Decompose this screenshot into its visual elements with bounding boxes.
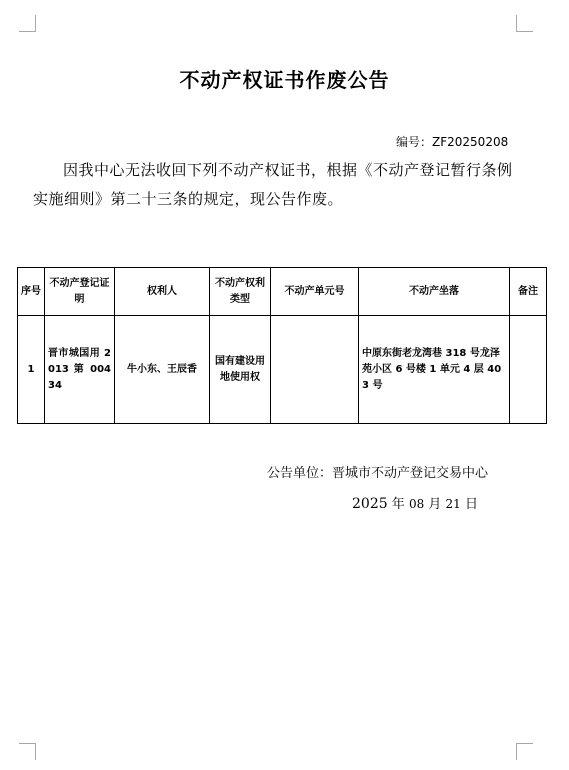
- publish-date: [352, 493, 478, 512]
- publisher-line: [267, 462, 488, 481]
- header-holder: 权利人: [115, 268, 210, 316]
- header-unit-number: 不动产单元号: [271, 268, 359, 316]
- date-month-unit: 月: [428, 497, 442, 512]
- date-year: 2025: [352, 496, 388, 512]
- document-title: 不动产权证书作废公告: [179, 68, 390, 92]
- date-year-unit: 年: [391, 497, 405, 512]
- crop-mark-bottom-right: [516, 743, 533, 760]
- publisher-name: 晋城市不动产登记交易中心: [332, 466, 489, 481]
- crop-mark-top-left: [19, 15, 36, 32]
- date-day: 21: [445, 497, 461, 511]
- cell-certificate: 晋市城国用 2013 第 00434: [45, 316, 115, 424]
- document-number-label: 编号：: [396, 135, 433, 149]
- document-number-value: ZF20250208: [432, 135, 509, 149]
- cell-right-type: 国有建设用地使用权: [210, 316, 271, 424]
- date-day-unit: 日: [464, 497, 478, 512]
- document-number: [396, 133, 508, 150]
- table-row: [18, 316, 547, 424]
- notice-body: 因我中心无法收回下列不动产权证书，根据《不动产登记暂行条例实施细则》第二十三条的规定，现公告作废。: [33, 161, 513, 208]
- certificate-table: [17, 267, 547, 424]
- header-index: 序号: [18, 268, 45, 316]
- header-certificate: 不动产登记证明: [45, 268, 115, 316]
- date-month: 08: [408, 497, 425, 511]
- cell-remark: [510, 316, 547, 424]
- cell-holder: 牛小东、王辰香: [115, 316, 210, 424]
- cell-unit-number: [271, 316, 359, 424]
- header-right-type: 不动产权利类型: [210, 268, 271, 316]
- table-header-row: [18, 268, 547, 316]
- header-location: 不动产坐落: [359, 268, 510, 316]
- cell-index: 1: [18, 316, 45, 424]
- publisher-label: 公告单位：: [267, 466, 333, 481]
- crop-mark-bottom-left: [19, 743, 36, 760]
- cell-location: 中原东街老龙湾巷 318 号龙泽苑小区 6 号楼 1 单元 4 层 403 号: [359, 316, 510, 424]
- crop-mark-top-right: [516, 15, 533, 32]
- header-remark: 备注: [510, 268, 547, 316]
